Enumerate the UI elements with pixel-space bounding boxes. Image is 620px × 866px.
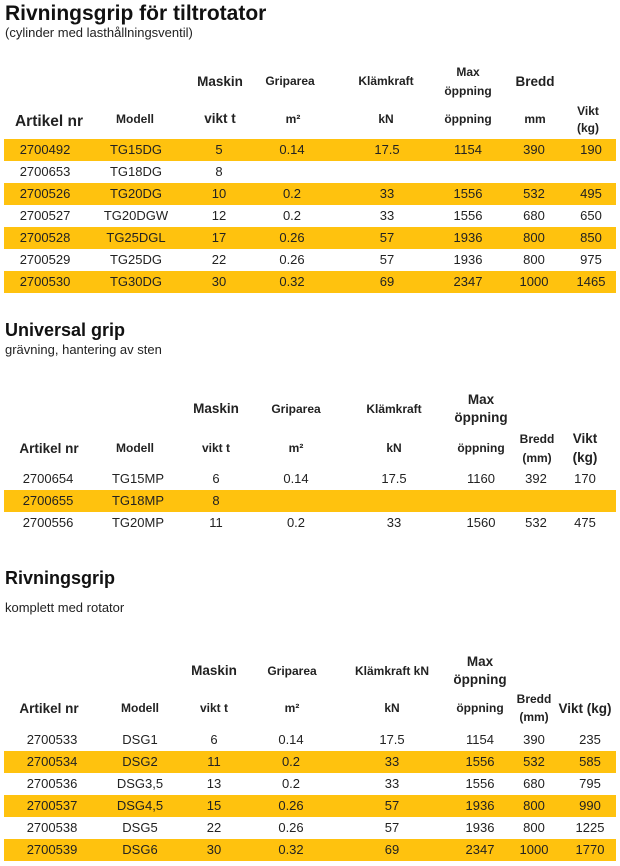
cell-bredd: 1000 <box>519 274 549 289</box>
cell-oppning: 1556 <box>465 754 495 769</box>
section-1-subtitle: (cylinder med lasthållningsventil) <box>5 25 193 40</box>
cell-bredd: 680 <box>523 776 545 791</box>
cell-modell: DSG3,5 <box>116 776 164 791</box>
table-row <box>4 512 616 534</box>
cell-artikel: 2700539 <box>26 842 78 857</box>
cell-artikel: 2700533 <box>26 732 78 747</box>
header-griparea: Griparea <box>267 664 317 678</box>
cell-vikt: 850 <box>580 230 602 245</box>
cell-vikt: 190 <box>580 142 602 157</box>
cell-vikt: 585 <box>579 754 601 769</box>
cell-bredd: 532 <box>523 186 545 201</box>
cell-oppning: 1154 <box>466 732 494 747</box>
cell-maskin: 6 <box>212 471 220 486</box>
section-3-subtitle: komplett med rotator <box>5 600 125 615</box>
cell-griparea: 0.2 <box>286 515 306 530</box>
cell-klamkraft: 57 <box>379 252 395 267</box>
header-max-2: öppning <box>453 672 507 687</box>
header-artikel-nr: Artikel nr <box>19 441 79 456</box>
cell-artikel: 2700654 <box>22 471 74 486</box>
header-klamkraft-unit: kN <box>386 441 402 455</box>
header-max: Max <box>456 65 480 79</box>
cell-bredd: 800 <box>523 820 545 835</box>
cell-vikt: 795 <box>579 776 601 791</box>
header-max-unit: öppning <box>457 441 505 455</box>
cell-vikt: 975 <box>580 252 602 267</box>
cell-maskin: 22 <box>211 252 227 267</box>
cell-oppning: 1936 <box>465 798 495 813</box>
cell-bredd: 800 <box>523 798 545 813</box>
cell-modell: DSG6 <box>122 842 158 857</box>
cell-bredd: 390 <box>523 732 545 747</box>
cell-bredd: 390 <box>523 142 545 157</box>
cell-oppning: 1556 <box>453 186 483 201</box>
header-modell: Modell <box>121 701 159 715</box>
cell-klamkraft: 33 <box>386 515 402 530</box>
cell-artikel: 2700534 <box>26 754 78 769</box>
cell-modell: TG25DG <box>109 252 162 267</box>
cell-bredd: 800 <box>523 230 545 245</box>
cell-oppning: 1556 <box>465 776 495 791</box>
cell-artikel: 2700556 <box>22 515 74 530</box>
cell-modell: TG15MP <box>111 471 164 486</box>
cell-artikel: 2700538 <box>26 820 78 835</box>
table-row <box>4 139 616 161</box>
cell-griparea: 0.2 <box>282 208 302 223</box>
table-row <box>4 490 616 512</box>
cell-klamkraft: 69 <box>384 842 400 857</box>
header-klamkraft-unit: kN <box>384 701 400 715</box>
cell-maskin: 30 <box>211 274 227 289</box>
cell-artikel: 2700655 <box>22 493 74 508</box>
cell-griparea: 0.32 <box>278 842 304 857</box>
header-max: Max <box>466 654 494 669</box>
cell-griparea: 0.14 <box>278 732 304 747</box>
cell-griparea: 0.26 <box>279 252 305 267</box>
cell-klamkraft: 17.5 <box>381 471 407 486</box>
table-row <box>4 161 616 183</box>
cell-bredd: 800 <box>523 252 545 267</box>
cell-vikt: 475 <box>574 515 596 530</box>
header-maskin: Maskin <box>193 401 239 416</box>
header-bredd-unit: (mm) <box>519 710 549 724</box>
cell-bredd: 1000 <box>519 842 549 857</box>
cell-artikel: 2700530 <box>19 274 71 289</box>
cell-klamkraft: 33 <box>384 754 400 769</box>
cell-klamkraft: 17.5 <box>374 142 400 157</box>
header-bredd-unit: mm <box>524 112 546 126</box>
cell-oppning: 1154 <box>454 142 482 157</box>
cell-modell: TG18DG <box>109 164 162 179</box>
table-row <box>4 773 616 795</box>
header-griparea: Griparea <box>265 74 315 88</box>
cell-griparea: 0.2 <box>281 754 301 769</box>
cell-modell: DSG4,5 <box>116 798 164 813</box>
table-row <box>4 817 616 839</box>
cell-griparea: 0.14 <box>283 471 309 486</box>
cell-artikel: 2700527 <box>19 208 71 223</box>
header-maskin: Maskin <box>191 663 237 678</box>
cell-modell: TG20MP <box>111 515 164 530</box>
cell-griparea: 0.26 <box>279 230 305 245</box>
header-maskin-unit: vikt t <box>201 441 230 455</box>
cell-oppning: 1936 <box>453 252 483 267</box>
header-maskin-unit: vikt t <box>199 701 228 715</box>
cell-klamkraft: 33 <box>384 776 400 791</box>
cell-oppning: 1936 <box>453 230 483 245</box>
header-vikt: Vikt <box>572 431 598 446</box>
header-maskin: Maskin <box>197 74 243 89</box>
cell-vikt: 1465 <box>576 274 606 289</box>
header-bredd-unit: (mm) <box>522 451 552 465</box>
cell-klamkraft: 33 <box>379 186 395 201</box>
header-klamkraft: Klämkraft kN <box>354 664 430 678</box>
cell-griparea: 0.2 <box>282 186 302 201</box>
table-row <box>4 795 616 817</box>
cell-artikel: 2700537 <box>26 798 78 813</box>
header-griparea-unit: m² <box>288 441 304 455</box>
header-klamkraft: Klämkraft <box>366 402 422 416</box>
cell-klamkraft: 57 <box>379 230 395 245</box>
cell-modell: TG15DG <box>109 142 162 157</box>
cell-oppning: 1560 <box>466 515 496 530</box>
table-row <box>4 227 616 249</box>
cell-maskin: 6 <box>210 732 218 747</box>
table-row <box>4 729 616 751</box>
header-bredd: Bredd <box>516 692 552 706</box>
section-2-title: Universal grip <box>5 320 126 340</box>
header-vikt: Vikt <box>577 104 599 118</box>
cell-griparea: 0.2 <box>281 776 301 791</box>
cell-klamkraft: 33 <box>379 208 395 223</box>
cell-artikel: 2700653 <box>19 164 71 179</box>
cell-vikt: 1225 <box>575 820 605 835</box>
cell-klamkraft: 57 <box>384 798 400 813</box>
cell-modell: TG30DG <box>109 274 162 289</box>
header-griparea: Griparea <box>271 402 321 416</box>
section-1-title: Rivningsgrip för tiltrotator <box>5 2 267 25</box>
cell-modell: DSG1 <box>122 732 158 747</box>
cell-bredd: 532 <box>525 515 547 530</box>
cell-maskin: 17 <box>211 230 227 245</box>
header-griparea-unit: m² <box>284 701 300 715</box>
cell-artikel: 2700536 <box>26 776 78 791</box>
cell-vikt: 1770 <box>575 842 605 857</box>
table-row <box>4 271 616 293</box>
cell-griparea: 0.32 <box>279 274 305 289</box>
cell-maskin: 8 <box>212 493 220 508</box>
cell-vikt: 990 <box>579 798 601 813</box>
cell-maskin: 11 <box>209 515 223 530</box>
header-vikt: Vikt (kg) <box>558 701 612 716</box>
header-artikel-nr: Artikel nr <box>14 113 84 130</box>
cell-oppning: 2347 <box>465 842 495 857</box>
cell-modell: DSG5 <box>122 820 158 835</box>
cell-modell: TG18MP <box>111 493 164 508</box>
cell-maskin: 10 <box>211 186 227 201</box>
header-modell: Modell <box>116 112 154 126</box>
header-max-2: öppning <box>444 84 492 98</box>
section-2-subtitle: grävning, hantering av sten <box>5 342 162 357</box>
cell-griparea: 0.26 <box>278 820 304 835</box>
cell-modell: DSG2 <box>122 754 158 769</box>
cell-oppning: 2347 <box>453 274 483 289</box>
cell-griparea: 0.26 <box>278 798 304 813</box>
header-bredd: Bredd <box>519 432 555 446</box>
cell-vikt: 235 <box>579 732 601 747</box>
header-modell: Modell <box>116 441 154 455</box>
cell-klamkraft: 57 <box>384 820 400 835</box>
cell-griparea: 0.14 <box>279 142 305 157</box>
table-row <box>4 249 616 271</box>
header-max-unit: öppning <box>456 701 504 715</box>
table-row <box>4 183 616 205</box>
header-vikt-unit: (kg) <box>572 450 598 465</box>
table-row <box>4 468 616 490</box>
cell-oppning: 1160 <box>467 471 495 486</box>
cell-maskin: 5 <box>215 142 223 157</box>
cell-bredd: 680 <box>523 208 545 223</box>
section-3-title: Rivningsgrip <box>5 568 116 588</box>
cell-klamkraft: 17.5 <box>379 732 405 747</box>
cell-maskin: 11 <box>207 754 221 769</box>
cell-artikel: 2700528 <box>19 230 71 245</box>
cell-maskin: 30 <box>206 842 222 857</box>
cell-maskin: 12 <box>211 208 227 223</box>
cell-vikt: 650 <box>580 208 602 223</box>
cell-oppning: 1556 <box>453 208 483 223</box>
header-griparea-unit: m² <box>285 112 301 126</box>
cell-modell: TG20DG <box>109 186 162 201</box>
cell-vikt: 170 <box>574 471 596 486</box>
header-klamkraft: Klämkraft <box>358 74 414 88</box>
cell-maskin: 15 <box>206 798 222 813</box>
cell-vikt: 495 <box>580 186 602 201</box>
cell-maskin: 8 <box>215 164 223 179</box>
table-row <box>4 751 616 773</box>
cell-artikel: 2700526 <box>19 186 71 201</box>
cell-modell: TG25DGL <box>106 230 166 245</box>
cell-bredd: 532 <box>523 754 545 769</box>
header-maskin-unit: vikt t <box>204 111 236 126</box>
header-max: Max <box>467 392 495 407</box>
table-row <box>4 839 616 861</box>
header-vikt-unit: (kg) <box>577 121 599 135</box>
header-klamkraft-unit: kN <box>378 112 394 126</box>
cell-artikel: 2700529 <box>19 252 71 267</box>
cell-oppning: 1936 <box>465 820 495 835</box>
header-max-2: öppning <box>454 410 508 425</box>
header-max-unit: öppning <box>444 112 492 126</box>
header-bredd: Bredd <box>515 74 555 89</box>
cell-modell: TG20DGW <box>103 208 169 223</box>
table-row <box>4 205 616 227</box>
cell-artikel: 2700492 <box>19 142 71 157</box>
cell-klamkraft: 69 <box>379 274 395 289</box>
cell-bredd: 392 <box>525 471 547 486</box>
header-artikel-nr: Artikel nr <box>19 701 79 716</box>
cell-maskin: 13 <box>206 776 222 791</box>
cell-maskin: 22 <box>206 820 222 835</box>
